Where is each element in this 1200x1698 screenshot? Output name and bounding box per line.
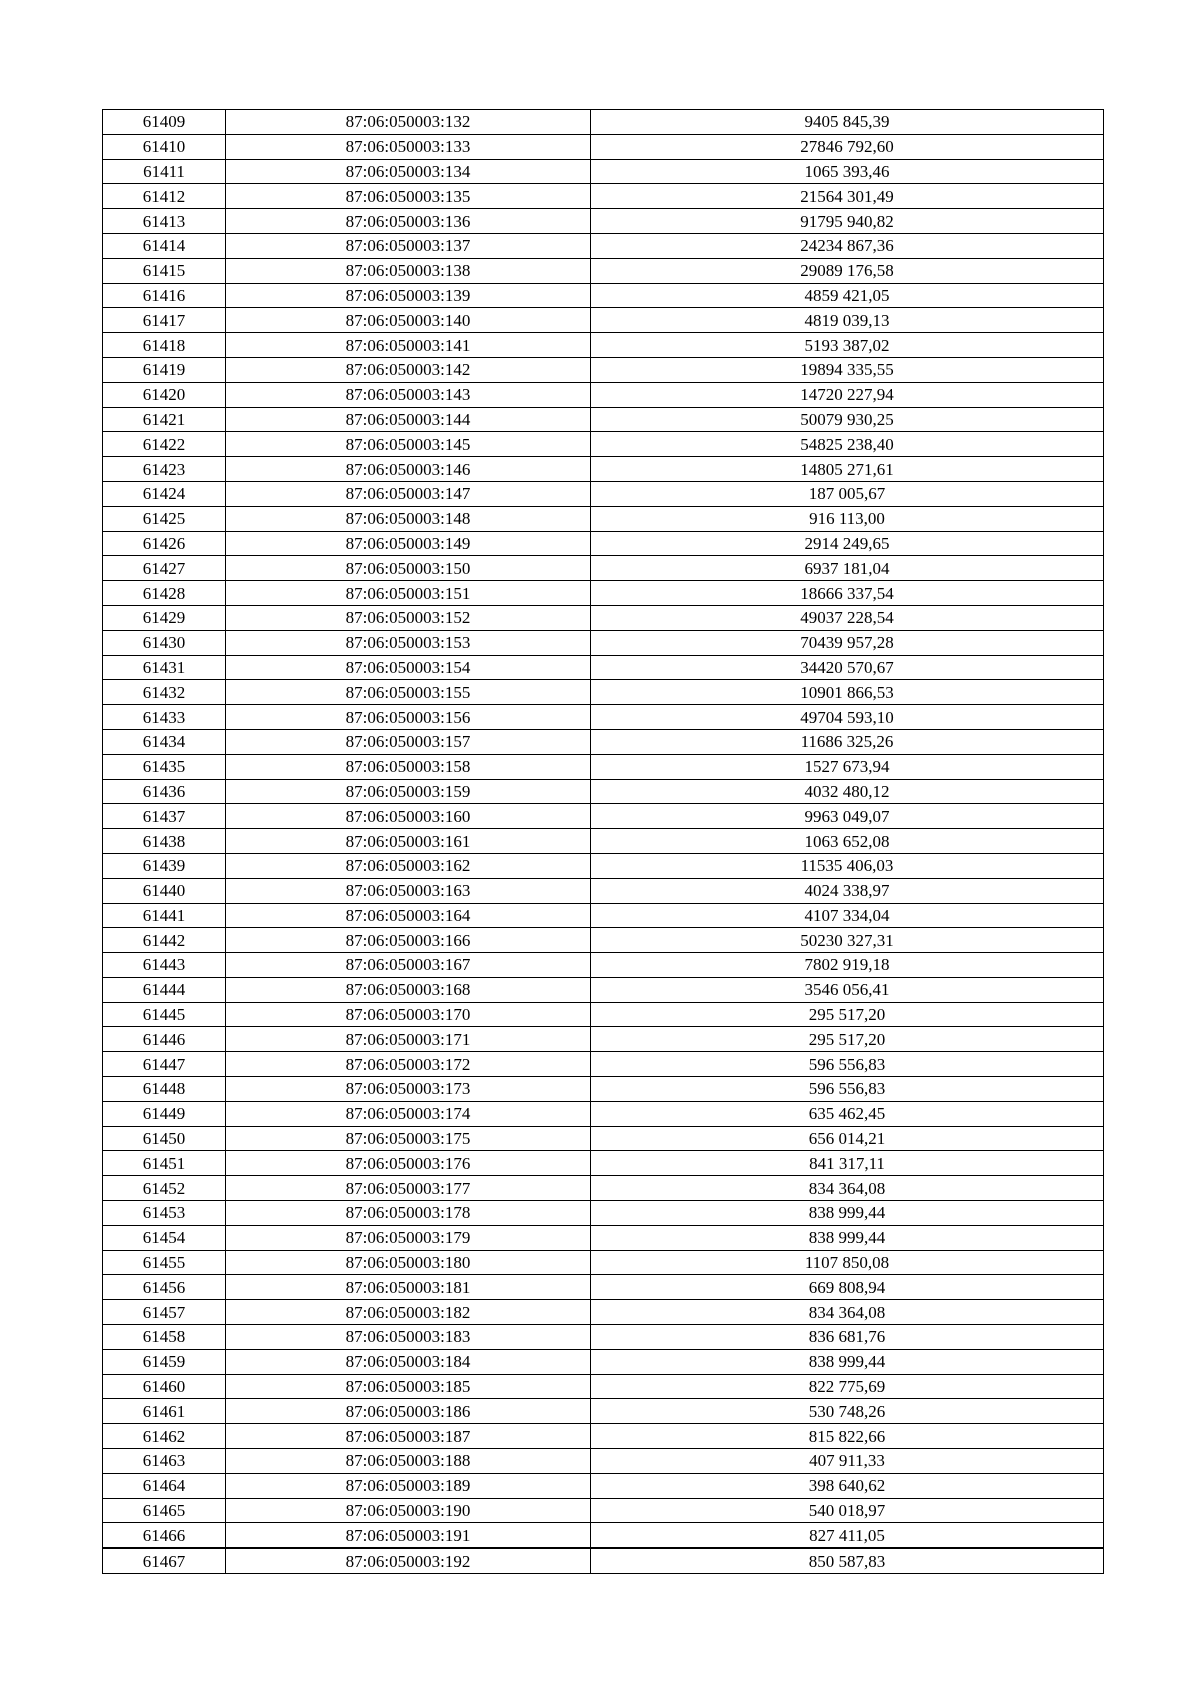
cadastral-value-cell: 669 808,94 bbox=[591, 1275, 1104, 1300]
cadastral-value-cell: 822 775,69 bbox=[591, 1374, 1104, 1399]
cadastral-value-cell: 838 999,44 bbox=[591, 1225, 1104, 1250]
table-row bbox=[103, 1548, 1104, 1573]
table-row bbox=[103, 729, 1104, 754]
cadastral-number-cell: 87:06:050003:176 bbox=[226, 1151, 591, 1176]
row-number-cell: 61458 bbox=[103, 1325, 226, 1350]
row-number-cell: 61451 bbox=[103, 1151, 226, 1176]
row-number-cell: 61466 bbox=[103, 1523, 226, 1548]
cadastral-number-cell: 87:06:050003:186 bbox=[226, 1399, 591, 1424]
row-number-cell: 61450 bbox=[103, 1126, 226, 1151]
row-number-cell: 61429 bbox=[103, 605, 226, 630]
cadastral-value-cell: 187 005,67 bbox=[591, 481, 1104, 506]
cadastral-value-cell: 827 411,05 bbox=[591, 1523, 1104, 1548]
cadastral-value-cell: 838 999,44 bbox=[591, 1349, 1104, 1374]
cadastral-value-cell: 9405 845,39 bbox=[591, 110, 1104, 135]
row-number-cell: 61430 bbox=[103, 630, 226, 655]
table-row bbox=[103, 556, 1104, 581]
table-row bbox=[103, 159, 1104, 184]
cadastral-number-cell: 87:06:050003:162 bbox=[226, 853, 591, 878]
cadastral-number-cell: 87:06:050003:149 bbox=[226, 531, 591, 556]
cadastral-value-cell: 834 364,08 bbox=[591, 1300, 1104, 1325]
cadastral-value-cell: 49037 228,54 bbox=[591, 605, 1104, 630]
table-row bbox=[103, 432, 1104, 457]
table-row bbox=[103, 1523, 1104, 1548]
cadastral-value-cell: 838 999,44 bbox=[591, 1201, 1104, 1226]
table-row bbox=[103, 283, 1104, 308]
table-row bbox=[103, 184, 1104, 209]
cadastral-value-cell: 7802 919,18 bbox=[591, 953, 1104, 978]
cadastral-value-cell: 14720 227,94 bbox=[591, 382, 1104, 407]
table-row bbox=[103, 804, 1104, 829]
cadastral-number-cell: 87:06:050003:181 bbox=[226, 1275, 591, 1300]
row-number-cell: 61455 bbox=[103, 1250, 226, 1275]
row-number-cell: 61446 bbox=[103, 1027, 226, 1052]
cadastral-value-cell: 4819 039,13 bbox=[591, 308, 1104, 333]
cadastral-value-cell: 27846 792,60 bbox=[591, 134, 1104, 159]
row-number-cell: 61441 bbox=[103, 903, 226, 928]
table-row bbox=[103, 506, 1104, 531]
cadastral-number-cell: 87:06:050003:179 bbox=[226, 1225, 591, 1250]
table-row bbox=[103, 308, 1104, 333]
table-row bbox=[103, 605, 1104, 630]
row-number-cell: 61425 bbox=[103, 506, 226, 531]
row-number-cell: 61459 bbox=[103, 1349, 226, 1374]
row-number-cell: 61461 bbox=[103, 1399, 226, 1424]
cadastral-number-cell: 87:06:050003:154 bbox=[226, 655, 591, 680]
cadastral-value-cell: 841 317,11 bbox=[591, 1151, 1104, 1176]
cadastral-value-cell: 295 517,20 bbox=[591, 1002, 1104, 1027]
row-number-cell: 61413 bbox=[103, 209, 226, 234]
cadastral-value-cell: 596 556,83 bbox=[591, 1077, 1104, 1102]
cadastral-number-cell: 87:06:050003:138 bbox=[226, 258, 591, 283]
table-row bbox=[103, 333, 1104, 358]
table-row bbox=[103, 1250, 1104, 1275]
cadastral-value-cell: 50079 930,25 bbox=[591, 407, 1104, 432]
table-row bbox=[103, 1077, 1104, 1102]
table-row bbox=[103, 1498, 1104, 1523]
cadastral-number-cell: 87:06:050003:146 bbox=[226, 457, 591, 482]
cadastral-value-cell: 21564 301,49 bbox=[591, 184, 1104, 209]
cadastral-number-cell: 87:06:050003:134 bbox=[226, 159, 591, 184]
table-row bbox=[103, 977, 1104, 1002]
row-number-cell: 61417 bbox=[103, 308, 226, 333]
cadastral-number-cell: 87:06:050003:132 bbox=[226, 110, 591, 135]
cadastral-number-cell: 87:06:050003:166 bbox=[226, 928, 591, 953]
cadastral-number-cell: 87:06:050003:133 bbox=[226, 134, 591, 159]
cadastral-value-cell: 295 517,20 bbox=[591, 1027, 1104, 1052]
row-number-cell: 61463 bbox=[103, 1449, 226, 1474]
table-row bbox=[103, 779, 1104, 804]
cadastral-value-cell: 836 681,76 bbox=[591, 1325, 1104, 1350]
cadastral-number-cell: 87:06:050003:152 bbox=[226, 605, 591, 630]
table-row bbox=[103, 853, 1104, 878]
table-row bbox=[103, 357, 1104, 382]
row-number-cell: 61410 bbox=[103, 134, 226, 159]
cadastral-number-cell: 87:06:050003:182 bbox=[226, 1300, 591, 1325]
table-row bbox=[103, 878, 1104, 903]
cadastral-value-cell: 9963 049,07 bbox=[591, 804, 1104, 829]
cadastral-number-cell: 87:06:050003:158 bbox=[226, 754, 591, 779]
cadastral-value-cell: 19894 335,55 bbox=[591, 357, 1104, 382]
table-row bbox=[103, 829, 1104, 854]
cadastral-number-cell: 87:06:050003:139 bbox=[226, 283, 591, 308]
cadastral-value-cell: 1107 850,08 bbox=[591, 1250, 1104, 1275]
table-row bbox=[103, 407, 1104, 432]
cadastral-value-cell: 540 018,97 bbox=[591, 1498, 1104, 1523]
row-number-cell: 61457 bbox=[103, 1300, 226, 1325]
row-number-cell: 61460 bbox=[103, 1374, 226, 1399]
table-row bbox=[103, 1399, 1104, 1424]
cadastral-value-cell: 2914 249,65 bbox=[591, 531, 1104, 556]
table-row bbox=[103, 457, 1104, 482]
table-row bbox=[103, 233, 1104, 258]
cadastral-number-cell: 87:06:050003:191 bbox=[226, 1523, 591, 1548]
row-number-cell: 61433 bbox=[103, 705, 226, 730]
cadastral-value-cell: 18666 337,54 bbox=[591, 581, 1104, 606]
row-number-cell: 61434 bbox=[103, 729, 226, 754]
cadastral-value-cell: 5193 387,02 bbox=[591, 333, 1104, 358]
table-row bbox=[103, 382, 1104, 407]
table-row bbox=[103, 134, 1104, 159]
cadastral-value-cell: 34420 570,67 bbox=[591, 655, 1104, 680]
cadastral-number-cell: 87:06:050003:172 bbox=[226, 1052, 591, 1077]
row-number-cell: 61409 bbox=[103, 110, 226, 135]
cadastral-number-cell: 87:06:050003:192 bbox=[226, 1548, 591, 1573]
cadastral-value-cell: 3546 056,41 bbox=[591, 977, 1104, 1002]
cadastral-value-cell: 11535 406,03 bbox=[591, 853, 1104, 878]
cadastral-value-cell: 530 748,26 bbox=[591, 1399, 1104, 1424]
cadastral-number-cell: 87:06:050003:151 bbox=[226, 581, 591, 606]
table-row bbox=[103, 1151, 1104, 1176]
row-number-cell: 61467 bbox=[103, 1548, 226, 1573]
cadastral-number-cell: 87:06:050003:147 bbox=[226, 481, 591, 506]
cadastral-value-cell: 54825 238,40 bbox=[591, 432, 1104, 457]
table-row bbox=[103, 953, 1104, 978]
cadastral-value-cell: 4032 480,12 bbox=[591, 779, 1104, 804]
cadastral-value-cell: 916 113,00 bbox=[591, 506, 1104, 531]
cadastral-number-cell: 87:06:050003:189 bbox=[226, 1473, 591, 1498]
cadastral-value-cell: 6937 181,04 bbox=[591, 556, 1104, 581]
row-number-cell: 61464 bbox=[103, 1473, 226, 1498]
cadastral-number-cell: 87:06:050003:173 bbox=[226, 1077, 591, 1102]
cadastral-number-cell: 87:06:050003:159 bbox=[226, 779, 591, 804]
cadastral-number-cell: 87:06:050003:167 bbox=[226, 953, 591, 978]
row-number-cell: 61447 bbox=[103, 1052, 226, 1077]
cadastral-value-cell: 596 556,83 bbox=[591, 1052, 1104, 1077]
cadastral-value-cell: 4859 421,05 bbox=[591, 283, 1104, 308]
cadastral-value-cell: 656 014,21 bbox=[591, 1126, 1104, 1151]
table-row bbox=[103, 1027, 1104, 1052]
table-row bbox=[103, 630, 1104, 655]
table-row bbox=[103, 1101, 1104, 1126]
table-row bbox=[103, 258, 1104, 283]
cadastral-value-cell: 850 587,83 bbox=[591, 1548, 1104, 1573]
cadastral-value-cell: 11686 325,26 bbox=[591, 729, 1104, 754]
row-number-cell: 61442 bbox=[103, 928, 226, 953]
cadastral-number-cell: 87:06:050003:180 bbox=[226, 1250, 591, 1275]
table-row bbox=[103, 110, 1104, 135]
table-row bbox=[103, 655, 1104, 680]
row-number-cell: 61440 bbox=[103, 878, 226, 903]
table-row bbox=[103, 903, 1104, 928]
cadastral-number-cell: 87:06:050003:136 bbox=[226, 209, 591, 234]
cadastral-value-cell: 1063 652,08 bbox=[591, 829, 1104, 854]
table-row bbox=[103, 481, 1104, 506]
row-number-cell: 61445 bbox=[103, 1002, 226, 1027]
row-number-cell: 61416 bbox=[103, 283, 226, 308]
cadastral-number-cell: 87:06:050003:183 bbox=[226, 1325, 591, 1350]
row-number-cell: 61452 bbox=[103, 1176, 226, 1201]
row-number-cell: 61424 bbox=[103, 481, 226, 506]
row-number-cell: 61438 bbox=[103, 829, 226, 854]
row-number-cell: 61462 bbox=[103, 1424, 226, 1449]
cadastral-number-cell: 87:06:050003:174 bbox=[226, 1101, 591, 1126]
table-row bbox=[103, 209, 1104, 234]
cadastral-value-cell: 635 462,45 bbox=[591, 1101, 1104, 1126]
cadastral-value-cell: 407 911,33 bbox=[591, 1449, 1104, 1474]
cadastral-number-cell: 87:06:050003:150 bbox=[226, 556, 591, 581]
row-number-cell: 61426 bbox=[103, 531, 226, 556]
row-number-cell: 61411 bbox=[103, 159, 226, 184]
table-row bbox=[103, 1473, 1104, 1498]
row-number-cell: 61435 bbox=[103, 754, 226, 779]
row-number-cell: 61449 bbox=[103, 1101, 226, 1126]
table-row bbox=[103, 531, 1104, 556]
cadastral-number-cell: 87:06:050003:144 bbox=[226, 407, 591, 432]
cadastral-number-cell: 87:06:050003:156 bbox=[226, 705, 591, 730]
table-row bbox=[103, 680, 1104, 705]
cadastral-value-cell: 398 640,62 bbox=[591, 1473, 1104, 1498]
cadastral-number-cell: 87:06:050003:160 bbox=[226, 804, 591, 829]
cadastral-number-cell: 87:06:050003:163 bbox=[226, 878, 591, 903]
cadastral-number-cell: 87:06:050003:153 bbox=[226, 630, 591, 655]
table-row bbox=[103, 1449, 1104, 1474]
row-number-cell: 61428 bbox=[103, 581, 226, 606]
table-row bbox=[103, 1374, 1104, 1399]
row-number-cell: 61422 bbox=[103, 432, 226, 457]
row-number-cell: 61437 bbox=[103, 804, 226, 829]
cadastral-value-cell: 815 822,66 bbox=[591, 1424, 1104, 1449]
row-number-cell: 61443 bbox=[103, 953, 226, 978]
row-number-cell: 61423 bbox=[103, 457, 226, 482]
cadastral-number-cell: 87:06:050003:188 bbox=[226, 1449, 591, 1474]
table-row bbox=[103, 1052, 1104, 1077]
table-row bbox=[103, 1300, 1104, 1325]
cadastral-number-cell: 87:06:050003:137 bbox=[226, 233, 591, 258]
cadastral-number-cell: 87:06:050003:164 bbox=[226, 903, 591, 928]
cadastral-value-cell: 24234 867,36 bbox=[591, 233, 1104, 258]
cadastral-number-cell: 87:06:050003:170 bbox=[226, 1002, 591, 1027]
row-number-cell: 61439 bbox=[103, 853, 226, 878]
row-number-cell: 61432 bbox=[103, 680, 226, 705]
row-number-cell: 61448 bbox=[103, 1077, 226, 1102]
cadastral-number-cell: 87:06:050003:155 bbox=[226, 680, 591, 705]
cadastral-number-cell: 87:06:050003:175 bbox=[226, 1126, 591, 1151]
row-number-cell: 61436 bbox=[103, 779, 226, 804]
cadastral-value-cell: 1065 393,46 bbox=[591, 159, 1104, 184]
cadastral-number-cell: 87:06:050003:135 bbox=[226, 184, 591, 209]
cadastral-number-cell: 87:06:050003:161 bbox=[226, 829, 591, 854]
table-row bbox=[103, 581, 1104, 606]
table-row bbox=[103, 1126, 1104, 1151]
cadastral-value-cell: 91795 940,82 bbox=[591, 209, 1104, 234]
cadastral-number-cell: 87:06:050003:185 bbox=[226, 1374, 591, 1399]
table-row bbox=[103, 1424, 1104, 1449]
cadastral-number-cell: 87:06:050003:187 bbox=[226, 1424, 591, 1449]
row-number-cell: 61418 bbox=[103, 333, 226, 358]
cadastral-number-cell: 87:06:050003:148 bbox=[226, 506, 591, 531]
cadastral-value-cell: 70439 957,28 bbox=[591, 630, 1104, 655]
cadastral-number-cell: 87:06:050003:157 bbox=[226, 729, 591, 754]
cadastral-number-cell: 87:06:050003:171 bbox=[226, 1027, 591, 1052]
cadastral-number-cell: 87:06:050003:145 bbox=[226, 432, 591, 457]
row-number-cell: 61444 bbox=[103, 977, 226, 1002]
cadastral-value-cell: 50230 327,31 bbox=[591, 928, 1104, 953]
cadastral-number-cell: 87:06:050003:168 bbox=[226, 977, 591, 1002]
cadastral-value-cell: 14805 271,61 bbox=[591, 457, 1104, 482]
row-number-cell: 61414 bbox=[103, 233, 226, 258]
cadastral-number-cell: 87:06:050003:178 bbox=[226, 1201, 591, 1226]
cadastral-value-cell: 10901 866,53 bbox=[591, 680, 1104, 705]
cadastral-number-cell: 87:06:050003:141 bbox=[226, 333, 591, 358]
cadastral-value-cell: 834 364,08 bbox=[591, 1176, 1104, 1201]
cadastral-value-cell: 4107 334,04 bbox=[591, 903, 1104, 928]
cadastral-number-cell: 87:06:050003:177 bbox=[226, 1176, 591, 1201]
row-number-cell: 61415 bbox=[103, 258, 226, 283]
cadastral-value-cell: 4024 338,97 bbox=[591, 878, 1104, 903]
cadastral-value-cell: 29089 176,58 bbox=[591, 258, 1104, 283]
row-number-cell: 61419 bbox=[103, 357, 226, 382]
table-row bbox=[103, 1349, 1104, 1374]
cadastral-number-cell: 87:06:050003:140 bbox=[226, 308, 591, 333]
table-row bbox=[103, 1275, 1104, 1300]
row-number-cell: 61431 bbox=[103, 655, 226, 680]
row-number-cell: 61421 bbox=[103, 407, 226, 432]
cadastral-value-cell: 1527 673,94 bbox=[591, 754, 1104, 779]
row-number-cell: 61420 bbox=[103, 382, 226, 407]
row-number-cell: 61454 bbox=[103, 1225, 226, 1250]
table-row bbox=[103, 754, 1104, 779]
table-row bbox=[103, 1325, 1104, 1350]
table-row bbox=[103, 1225, 1104, 1250]
table-row bbox=[103, 1002, 1104, 1027]
row-number-cell: 61465 bbox=[103, 1498, 226, 1523]
table-row bbox=[103, 928, 1104, 953]
cadastral-number-cell: 87:06:050003:143 bbox=[226, 382, 591, 407]
table-row bbox=[103, 1176, 1104, 1201]
cadastral-value-cell: 49704 593,10 bbox=[591, 705, 1104, 730]
table-row bbox=[103, 705, 1104, 730]
cadastral-number-cell: 87:06:050003:142 bbox=[226, 357, 591, 382]
row-number-cell: 61412 bbox=[103, 184, 226, 209]
cadastral-number-cell: 87:06:050003:184 bbox=[226, 1349, 591, 1374]
row-number-cell: 61456 bbox=[103, 1275, 226, 1300]
cadastral-number-cell: 87:06:050003:190 bbox=[226, 1498, 591, 1523]
table-body bbox=[103, 110, 1104, 1574]
row-number-cell: 61427 bbox=[103, 556, 226, 581]
row-number-cell: 61453 bbox=[103, 1201, 226, 1226]
cadastral-value-table bbox=[102, 109, 1104, 1574]
table-row bbox=[103, 1201, 1104, 1226]
